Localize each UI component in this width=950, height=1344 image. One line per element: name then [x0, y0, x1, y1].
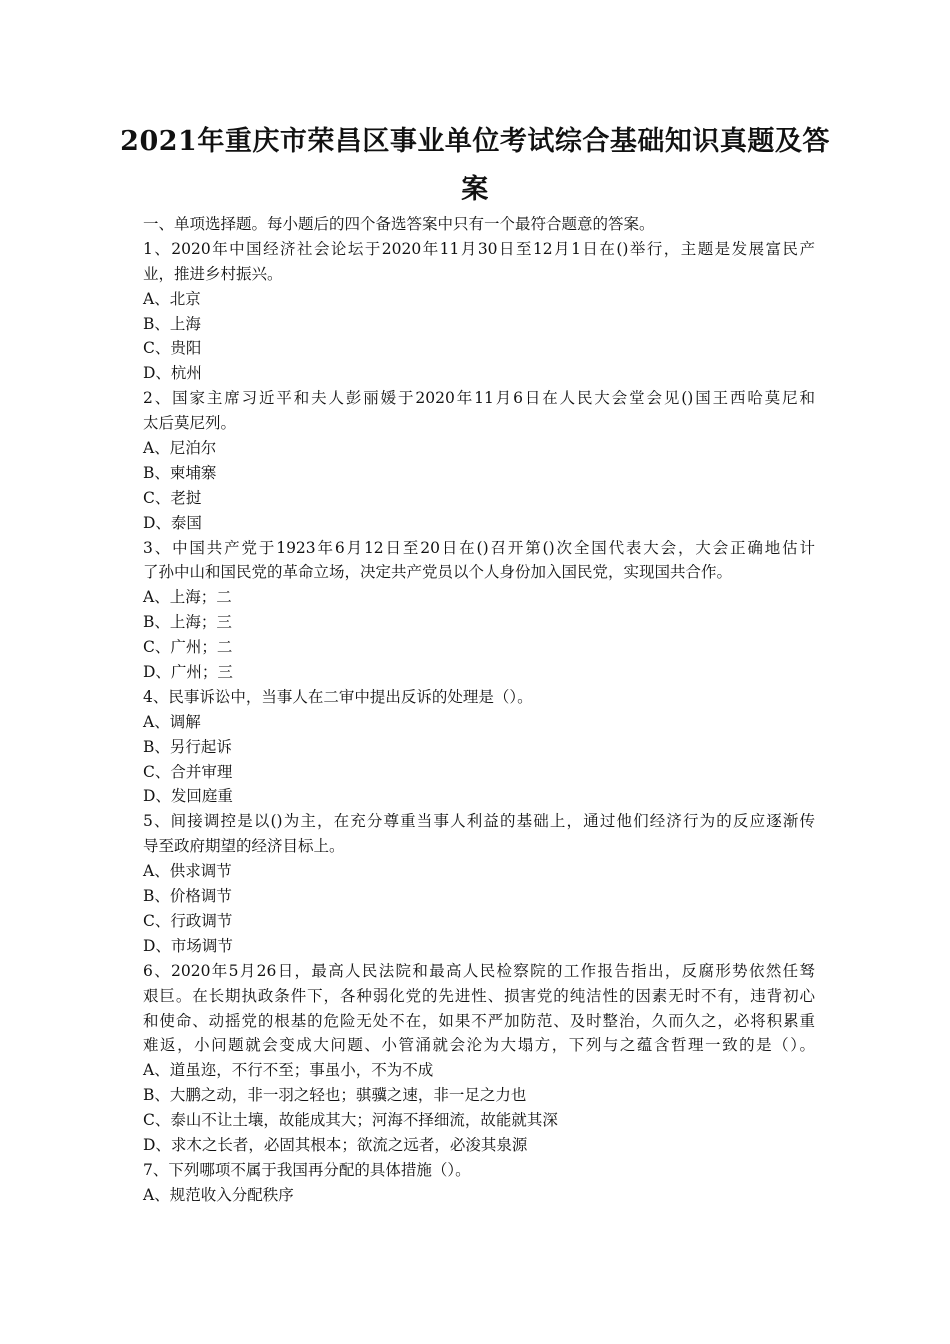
question-7 [143, 1158, 815, 1208]
page-title [120, 118, 830, 214]
title-line-2: 案 [461, 174, 489, 205]
option-b: B、价格调节 [143, 887, 232, 906]
option-d: D、发回庭重 [143, 787, 233, 806]
option-c: C、老挝 [143, 488, 202, 507]
question-stem-line: 太后莫尼列。 [143, 414, 237, 433]
option-c: C、泰山不让土壤，故能成其大；河海不择细流，故能就其深 [143, 1111, 558, 1130]
question-stem-line: 1、2020年中国经济社会论坛于2020年11月30日至12月1日在()举行，主题是发展富民产 [143, 239, 815, 258]
option-d: D、杭州 [143, 364, 202, 383]
question-stem-line: 4、民事诉讼中，当事人在二审中提出反诉的处理是（）。 [143, 687, 533, 706]
option-b: B、另行起诉 [143, 737, 232, 756]
option-c: C、贵阳 [143, 339, 202, 358]
option-a: A、供求调节 [143, 862, 232, 881]
option-a: A、上海；二 [143, 588, 232, 607]
option-c: C、行政调节 [143, 911, 233, 930]
question-4 [143, 685, 815, 809]
option-d: D、泰国 [143, 513, 202, 532]
section-heading: 一、单项选择题。每小题后的四个备选答案中只有一个最符合题意的答案。 [143, 215, 655, 233]
question-stem-line: 艰巨。在长期执政条件下，各种弱化党的先进性、损害党的纯洁性的因素无时不有，违背初心 [143, 986, 815, 1005]
option-a: A、道虽迩，不行不至；事虽小，不为不成 [143, 1061, 434, 1080]
question-stem-line: 导至政府期望的经济目标上。 [143, 837, 345, 856]
option-b: B、上海 [143, 314, 201, 333]
question-stem-line: 和使命、动摇党的根基的危险无处不在，如果不严加防范、及时整治，久而久之，必将积累重 [143, 1011, 815, 1030]
option-a: A、规范收入分配秩序 [143, 1185, 294, 1204]
question-stem-line: 3、中国共产党于1923年6月12日至20日在()召开第()次全国代表大会，大会正确地估计 [143, 538, 815, 557]
option-c: C、合并审理 [143, 762, 233, 781]
title-line-1: 2021年重庆市荣昌区事业单位考试综合基础知识真题及答 [120, 126, 830, 157]
question-stem-line: 6、2020年5月26日，最高人民法院和最高人民检察院的工作报告指出，反腐形势依然任驽 [143, 961, 815, 980]
option-c: C、广州；二 [143, 638, 233, 657]
question-stem-line: 7、下列哪项不属于我国再分配的具体措施（）。 [143, 1160, 471, 1179]
question-stem-line: 了孙中山和国民党的革命立场，决定共产党员以个人身份加入国民党，实现国共合作。 [143, 563, 733, 582]
option-b: B、上海；三 [143, 613, 232, 632]
question-3 [143, 536, 815, 685]
question-1 [143, 237, 815, 386]
option-d: D、广州；三 [143, 663, 233, 682]
option-d: D、求木之长者，必固其根本；欲流之远者，必浚其泉源 [143, 1135, 528, 1154]
question-5 [143, 809, 815, 958]
option-a: A、尼泊尔 [143, 439, 217, 458]
option-b: B、大鹏之动，非一羽之轻也；骐骥之速，非一足之力也 [143, 1086, 527, 1105]
question-stem-line: 业，推进乡村振兴。 [143, 264, 283, 283]
question-2 [143, 386, 815, 535]
option-b: B、柬埔寨 [143, 463, 217, 482]
question-6 [143, 959, 815, 1158]
question-stem-line: 难返，小问题就会变成大问题、小管涌就会沦为大塌方，下列与之蕴含哲理一致的是（）。 [143, 1036, 815, 1055]
option-d: D、市场调节 [143, 936, 233, 955]
option-a: A、调解 [143, 712, 201, 731]
option-a: A、北京 [143, 289, 201, 308]
question-stem-line: 5、间接调控是以()为主，在充分尊重当事人利益的基础上，通过他们经济行为的反应逐渐传 [143, 812, 815, 831]
document-body [143, 212, 815, 1208]
question-stem-line: 2、国家主席习近平和夫人彭丽媛于2020年11月6日在人民大会堂会见()国王西哈莫尼和 [143, 389, 815, 408]
